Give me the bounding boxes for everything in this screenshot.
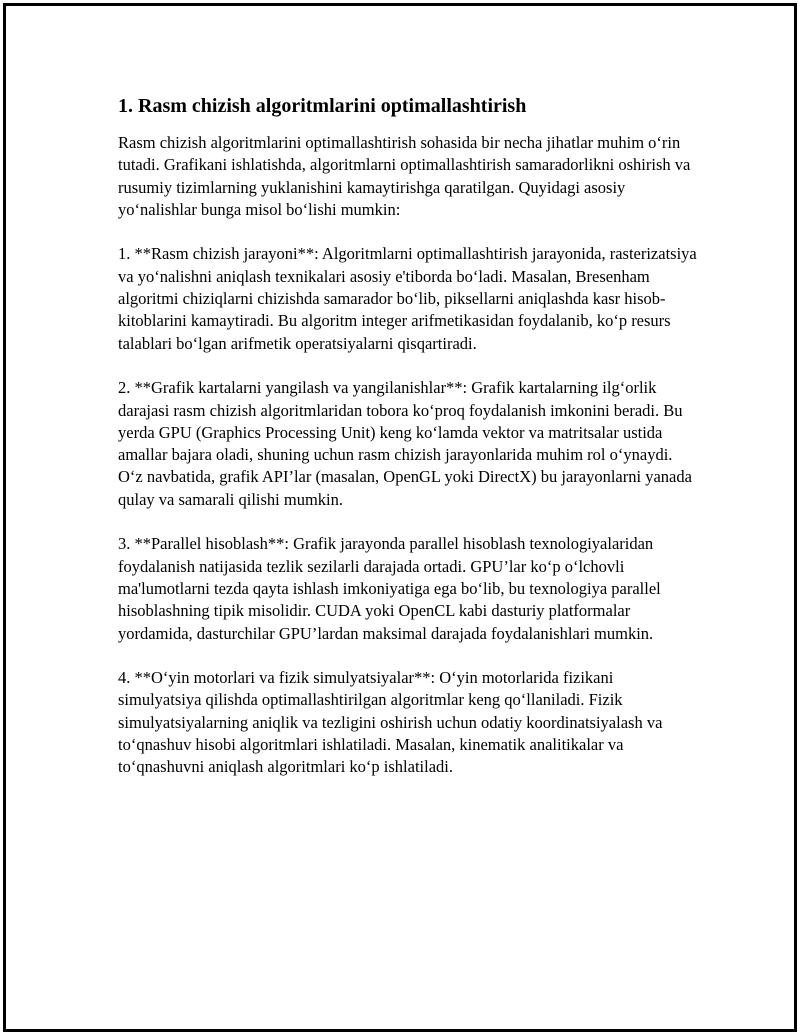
paragraph-oyin-motorlari: 4. **O‘yin motorlari va fizik simulyatsiyalar**: O‘yin motorlarida fizikani simulyatsiya qilishda optimallashtirilgan algoritmlar keng qo‘llaniladi. Fizik simulyatsiyalarning aniqlik va tezligini oshirish uchun odatiy koordinatsiyalash va to‘qnashuv hisobi algoritmlari ishlatiladi. Masalan, kinematik analitikalar va to‘qnashuvni aniqlash algoritmlari ko‘p ishlatiladi.: [118, 668, 663, 777]
paragraph-grafik-kartalar: 2. **Grafik kartalarni yangilash va yangilanishlar**: Grafik kartalarning ilg‘orlik darajasi rasm chizish algoritmlaridan tobora ko‘proq foydalanish imkonini beradi. Bu yerda GPU (Graphics Processing Unit) keng ko‘lamda vektor va matritsalar ustida amallar bajara oladi, shuning uchun rasm chizish jarayonlarida muhim rol o‘ynaydi. O‘z navbatida, grafik API’lar (masalan, OpenGL yoki DirectX) bu jarayonlarni yanada qulay va samarali qilishi mumkin.: [118, 378, 692, 509]
section-heading: 1. Rasm chizish algoritmlarini optimallashtirish: [118, 95, 527, 117]
intro-paragraph: Rasm chizish algoritmlarini optimallashtirish sohasida bir necha jihatlar muhim o‘rin tutadi. Grafikani ishlatishda, algoritmlarni optimallashtirish samaradorlikni oshirish va rusumiy tizimlarning yuklanishini kamaytirishga qaratilgan. Quyidagi asosiy yo‘nalishlar bunga misol bo‘lishi mumkin:: [118, 133, 691, 219]
paragraph-parallel-hisoblash: 3. **Parallel hisoblash**: Grafik jarayonda parallel hisoblash texnologiyalaridan foydalanish natijasida tezlik sezilarli darajada ortadi. GPU’lar ko‘p o‘lchovli ma'lumotlarni tezda qayta ishlash imkoniyatiga ega bo‘lib, bu texnologiya parallel hisoblashning tipik misolidir. CUDA yoki OpenCL kabi dasturiy platformalar yordamida, dasturchilar GPU’lardan maksimal darajada foydalanishlari mumkin.: [118, 534, 661, 643]
document-body: [118, 94, 698, 779]
paragraph-rasm-chizish-jarayoni: 1. **Rasm chizish jarayoni**: Algoritmlarni optimallashtirish jarayonida, rasterizatsiya va yo‘nalishni aniqlash texnikalari asosiy e'tiborda bo‘ladi. Masalan, Bresenham algoritmi chiziqlarni chizishda samarador bo‘lib, piksellarni aniqlashda kasr hisob-kitoblarini kamaytiradi. Bu algoritm integer arifmetikasidan foydalanib, ko‘p resurs talablari bo‘lgan arifmetik operatsiyalarni qisqartiradi.: [118, 244, 697, 353]
